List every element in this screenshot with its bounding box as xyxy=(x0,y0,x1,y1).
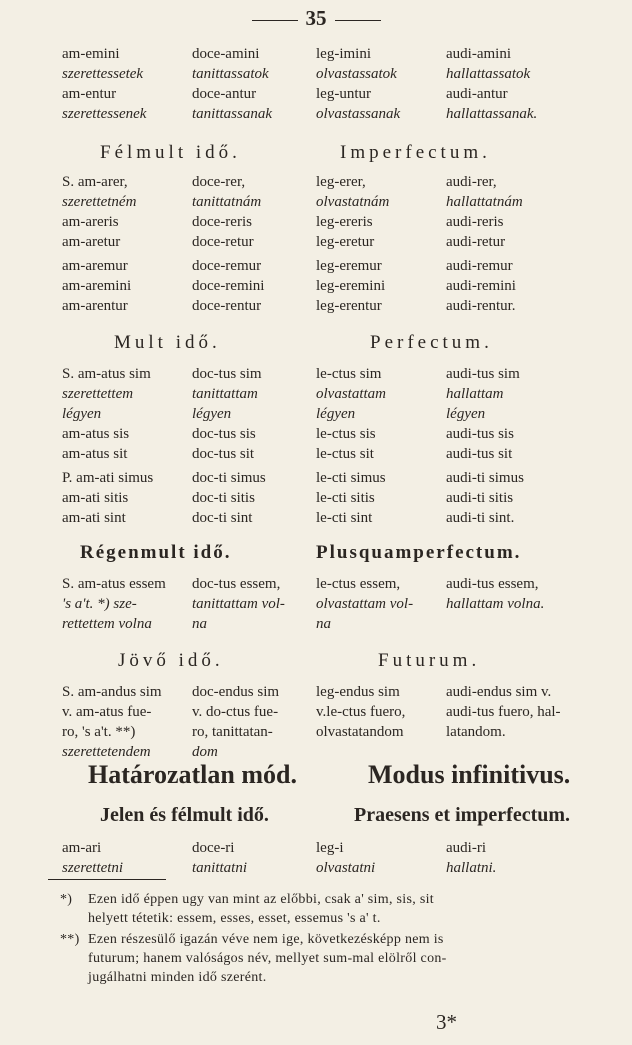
table-cell: doce-rentur xyxy=(192,298,262,314)
table-cell: leg-eremur xyxy=(316,258,382,274)
table-cell: olvastattam vol- xyxy=(316,596,414,612)
table-row xyxy=(0,64,632,84)
table-row xyxy=(0,212,632,232)
table-cell: leg-ereris xyxy=(316,214,373,230)
table-cell: légyen xyxy=(62,406,102,422)
table-cell: audi-rentur. xyxy=(446,298,516,314)
table-row xyxy=(0,404,632,424)
table-cell: olvastassanak xyxy=(316,106,401,122)
heading-plusquamperfectum: Plusquamperfectum. xyxy=(316,542,522,563)
table-cell: légyen xyxy=(316,406,356,422)
table-cell: am-aremur xyxy=(62,258,128,274)
page-header xyxy=(0,6,632,31)
table-cell: olvastatandom xyxy=(316,724,404,740)
table-cell: le-cti sint xyxy=(316,510,373,526)
heading-modus-infinitivus: Modus infinitivus. xyxy=(368,760,571,789)
table-cell: audi-reris xyxy=(446,214,504,230)
table-cell: leg-i xyxy=(316,840,344,856)
table-cell: am-ati sint xyxy=(62,510,126,526)
table-cell: ro, 's a't. **) xyxy=(62,724,136,740)
table-cell: tanittatni xyxy=(192,860,248,876)
table-cell: v. am-atus fue- xyxy=(62,704,152,720)
footnote-rule xyxy=(48,879,166,880)
table-cell: olvastassatok xyxy=(316,66,397,82)
table-cell: v. do-ctus fue- xyxy=(192,704,279,720)
heading-hatarozatlan-mod: Határozatlan mód. xyxy=(88,760,297,789)
table-cell: doc-tus sim xyxy=(192,366,262,382)
table-cell: S. am-arer, xyxy=(62,174,128,190)
table-cell: hallatni. xyxy=(446,860,497,876)
table-cell: doc-ti sint xyxy=(192,510,253,526)
table-cell: leg-erentur xyxy=(316,298,382,314)
table-cell: doce-amini xyxy=(192,46,260,62)
table-row xyxy=(0,44,632,64)
footnote-2-line-1: Ezen részesülő igazán véve nem ige, következésképp nem is xyxy=(88,932,444,947)
footnote-2-line-3: jugálhatni minden idő szerént. xyxy=(88,970,267,985)
table-cell: am-emini xyxy=(62,46,120,62)
table-cell: audi-ti simus xyxy=(446,470,524,486)
table-row xyxy=(0,296,632,316)
table-cell: am-arentur xyxy=(62,298,128,314)
table-row xyxy=(0,256,632,276)
table-cell: am-areris xyxy=(62,214,119,230)
table-cell: doce-remur xyxy=(192,258,262,274)
table-cell: hallattassanak. xyxy=(446,106,538,122)
table-cell: szerettetni xyxy=(62,860,124,876)
table-cell: audi-remur xyxy=(446,258,513,274)
header-rule-left xyxy=(252,20,298,21)
table-cell: S. am-andus sim xyxy=(62,684,162,700)
table-cell: S. am-atus sim xyxy=(62,366,151,382)
table-row xyxy=(0,468,632,488)
table-cell: doc-endus sim xyxy=(192,684,280,700)
table-cell: olvastatni xyxy=(316,860,376,876)
table-cell: olvastattam xyxy=(316,386,386,402)
table-cell: na xyxy=(192,616,207,632)
table-cell: szerettetendem xyxy=(62,744,151,760)
table-cell: am-aretur xyxy=(62,234,121,250)
table-cell: audi-tus sis xyxy=(446,426,514,442)
table-cell: le-cti sitis xyxy=(316,490,375,506)
table-row xyxy=(0,172,632,192)
table-cell: audi-amini xyxy=(446,46,511,62)
table-row xyxy=(0,232,632,252)
table-row xyxy=(0,702,632,722)
table-row xyxy=(0,104,632,124)
table-cell: am-ari xyxy=(62,840,102,856)
heading-imperfectum: Imperfectum. xyxy=(340,142,491,163)
table-cell: audi-rer, xyxy=(446,174,497,190)
table-cell: hallattassatok xyxy=(446,66,531,82)
table-cell: doce-antur xyxy=(192,86,257,102)
table-row xyxy=(0,384,632,404)
table-cell: leg-endus sim xyxy=(316,684,400,700)
header-rule-right xyxy=(335,20,381,21)
table-cell: audi-tus fuero, hal- xyxy=(446,704,561,720)
table-cell: dom xyxy=(192,744,218,760)
table-cell: audi-retur xyxy=(446,234,506,250)
table-cell: doc-tus sit xyxy=(192,446,255,462)
table-cell: doce-ri xyxy=(192,840,235,856)
footnote-1-line-1: Ezen idő éppen ugy van mint az előbbi, csak a' sim, sis, sit xyxy=(88,892,434,907)
table-cell: v.le-ctus fuero, xyxy=(316,704,406,720)
table-row xyxy=(0,722,632,742)
table-cell: hallattam xyxy=(446,386,504,402)
table-cell: leg-imini xyxy=(316,46,371,62)
table-cell: leg-erer, xyxy=(316,174,366,190)
table-cell: doc-ti sitis xyxy=(192,490,255,506)
table-cell: légyen xyxy=(192,406,232,422)
heading-mult: Mult idő. xyxy=(114,332,221,353)
table-cell: leg-eremini xyxy=(316,278,386,294)
table-cell: tanittattam xyxy=(192,386,258,402)
table-cell: doc-tus essem, xyxy=(192,576,281,592)
table-row xyxy=(0,594,632,614)
table-cell: audi-endus sim v. xyxy=(446,684,552,700)
table-cell: légyen xyxy=(446,406,486,422)
table-cell: audi-tus essem, xyxy=(446,576,539,592)
table-cell: am-ati sitis xyxy=(62,490,129,506)
heading-perfectum: Perfectum. xyxy=(370,332,493,353)
table-row xyxy=(0,424,632,444)
table-cell: P. am-ati simus xyxy=(62,470,154,486)
table-cell: audi-tus sim xyxy=(446,366,520,382)
table-cell: audi-ri xyxy=(446,840,486,856)
signature-mark: 3* xyxy=(436,1010,457,1034)
footnote-2-mark: **) xyxy=(60,932,80,947)
table-row xyxy=(0,364,632,384)
table-cell: audi-ti sint. xyxy=(446,510,515,526)
heading-jovo: Jövő idő. xyxy=(118,650,224,671)
heading-praesens: Praesens et imperfectum. xyxy=(354,804,571,826)
footnote-1-line-2: helyett tétetik: essem, esses, esset, essemus 's a' t. xyxy=(88,911,381,926)
table-cell: szerettessetek xyxy=(62,66,144,82)
table-row xyxy=(0,444,632,464)
table-cell: audi-ti sitis xyxy=(446,490,514,506)
table-cell: hallattam volna. xyxy=(446,596,545,612)
table-row xyxy=(0,574,632,594)
footnote-2 xyxy=(60,930,558,987)
table-cell: doce-reris xyxy=(192,214,252,230)
table-cell: doc-ti simus xyxy=(192,470,266,486)
table-cell: S. am-atus essem xyxy=(62,576,166,592)
table-row xyxy=(0,192,632,212)
table-row xyxy=(0,84,632,104)
table-cell: szerettettem xyxy=(62,386,134,402)
table-cell: doce-remini xyxy=(192,278,265,294)
table-row xyxy=(0,838,632,858)
table-cell: le-ctus sim xyxy=(316,366,382,382)
table-cell: am-atus sis xyxy=(62,426,130,442)
table-cell: audi-tus sit xyxy=(446,446,513,462)
table-cell: doc-tus sis xyxy=(192,426,256,442)
heading-futurum: Futurum. xyxy=(378,650,481,671)
table-cell: latandom. xyxy=(446,724,506,740)
table-cell: na xyxy=(316,616,331,632)
table-cell: tanittatnám xyxy=(192,194,262,210)
table-cell: am-entur xyxy=(62,86,117,102)
table-cell: olvastatnám xyxy=(316,194,390,210)
footnote-1-mark: *) xyxy=(60,892,73,907)
table-cell: audi-antur xyxy=(446,86,508,102)
table-cell: tanittassatok xyxy=(192,66,269,82)
table-row xyxy=(0,682,632,702)
table-row xyxy=(0,508,632,528)
table-cell: le-ctus sit xyxy=(316,446,374,462)
table-cell: rettettem volna xyxy=(62,616,152,632)
table-cell: szerettessenek xyxy=(62,106,147,122)
table-row xyxy=(0,614,632,634)
heading-felmult: Félmult idő. xyxy=(100,142,241,163)
table-row xyxy=(0,488,632,508)
table-cell: doce-rer, xyxy=(192,174,246,190)
heading-regenmult: Régenmult idő. xyxy=(80,542,232,563)
table-cell: am-atus sit xyxy=(62,446,128,462)
table-cell: leg-untur xyxy=(316,86,371,102)
table-cell: le-cti simus xyxy=(316,470,386,486)
table-cell: audi-remini xyxy=(446,278,516,294)
table-cell: am-aremini xyxy=(62,278,132,294)
footnote-2-line-2: futurum; hanem valóságos név, mellyet sum-mal elölről con- xyxy=(88,951,447,966)
table-cell: doce-retur xyxy=(192,234,254,250)
table-cell: ro, tanittatan- xyxy=(192,724,273,740)
heading-jelen-felmult: Jelen és félmult idő. xyxy=(100,804,269,826)
table-row xyxy=(0,276,632,296)
page-number: 35 xyxy=(305,6,327,30)
table-cell: hallattatnám xyxy=(446,194,523,210)
footnote-1 xyxy=(60,890,558,928)
table-cell: le-ctus essem, xyxy=(316,576,401,592)
table-row xyxy=(0,742,632,762)
table-cell: le-ctus sis xyxy=(316,426,376,442)
table-cell: szerettetném xyxy=(62,194,137,210)
table-cell: tanittattam vol- xyxy=(192,596,285,612)
table-cell: tanittassanak xyxy=(192,106,273,122)
table-cell: 's a't. *) sze- xyxy=(62,596,137,612)
table-cell: leg-eretur xyxy=(316,234,375,250)
table-row xyxy=(0,858,632,878)
